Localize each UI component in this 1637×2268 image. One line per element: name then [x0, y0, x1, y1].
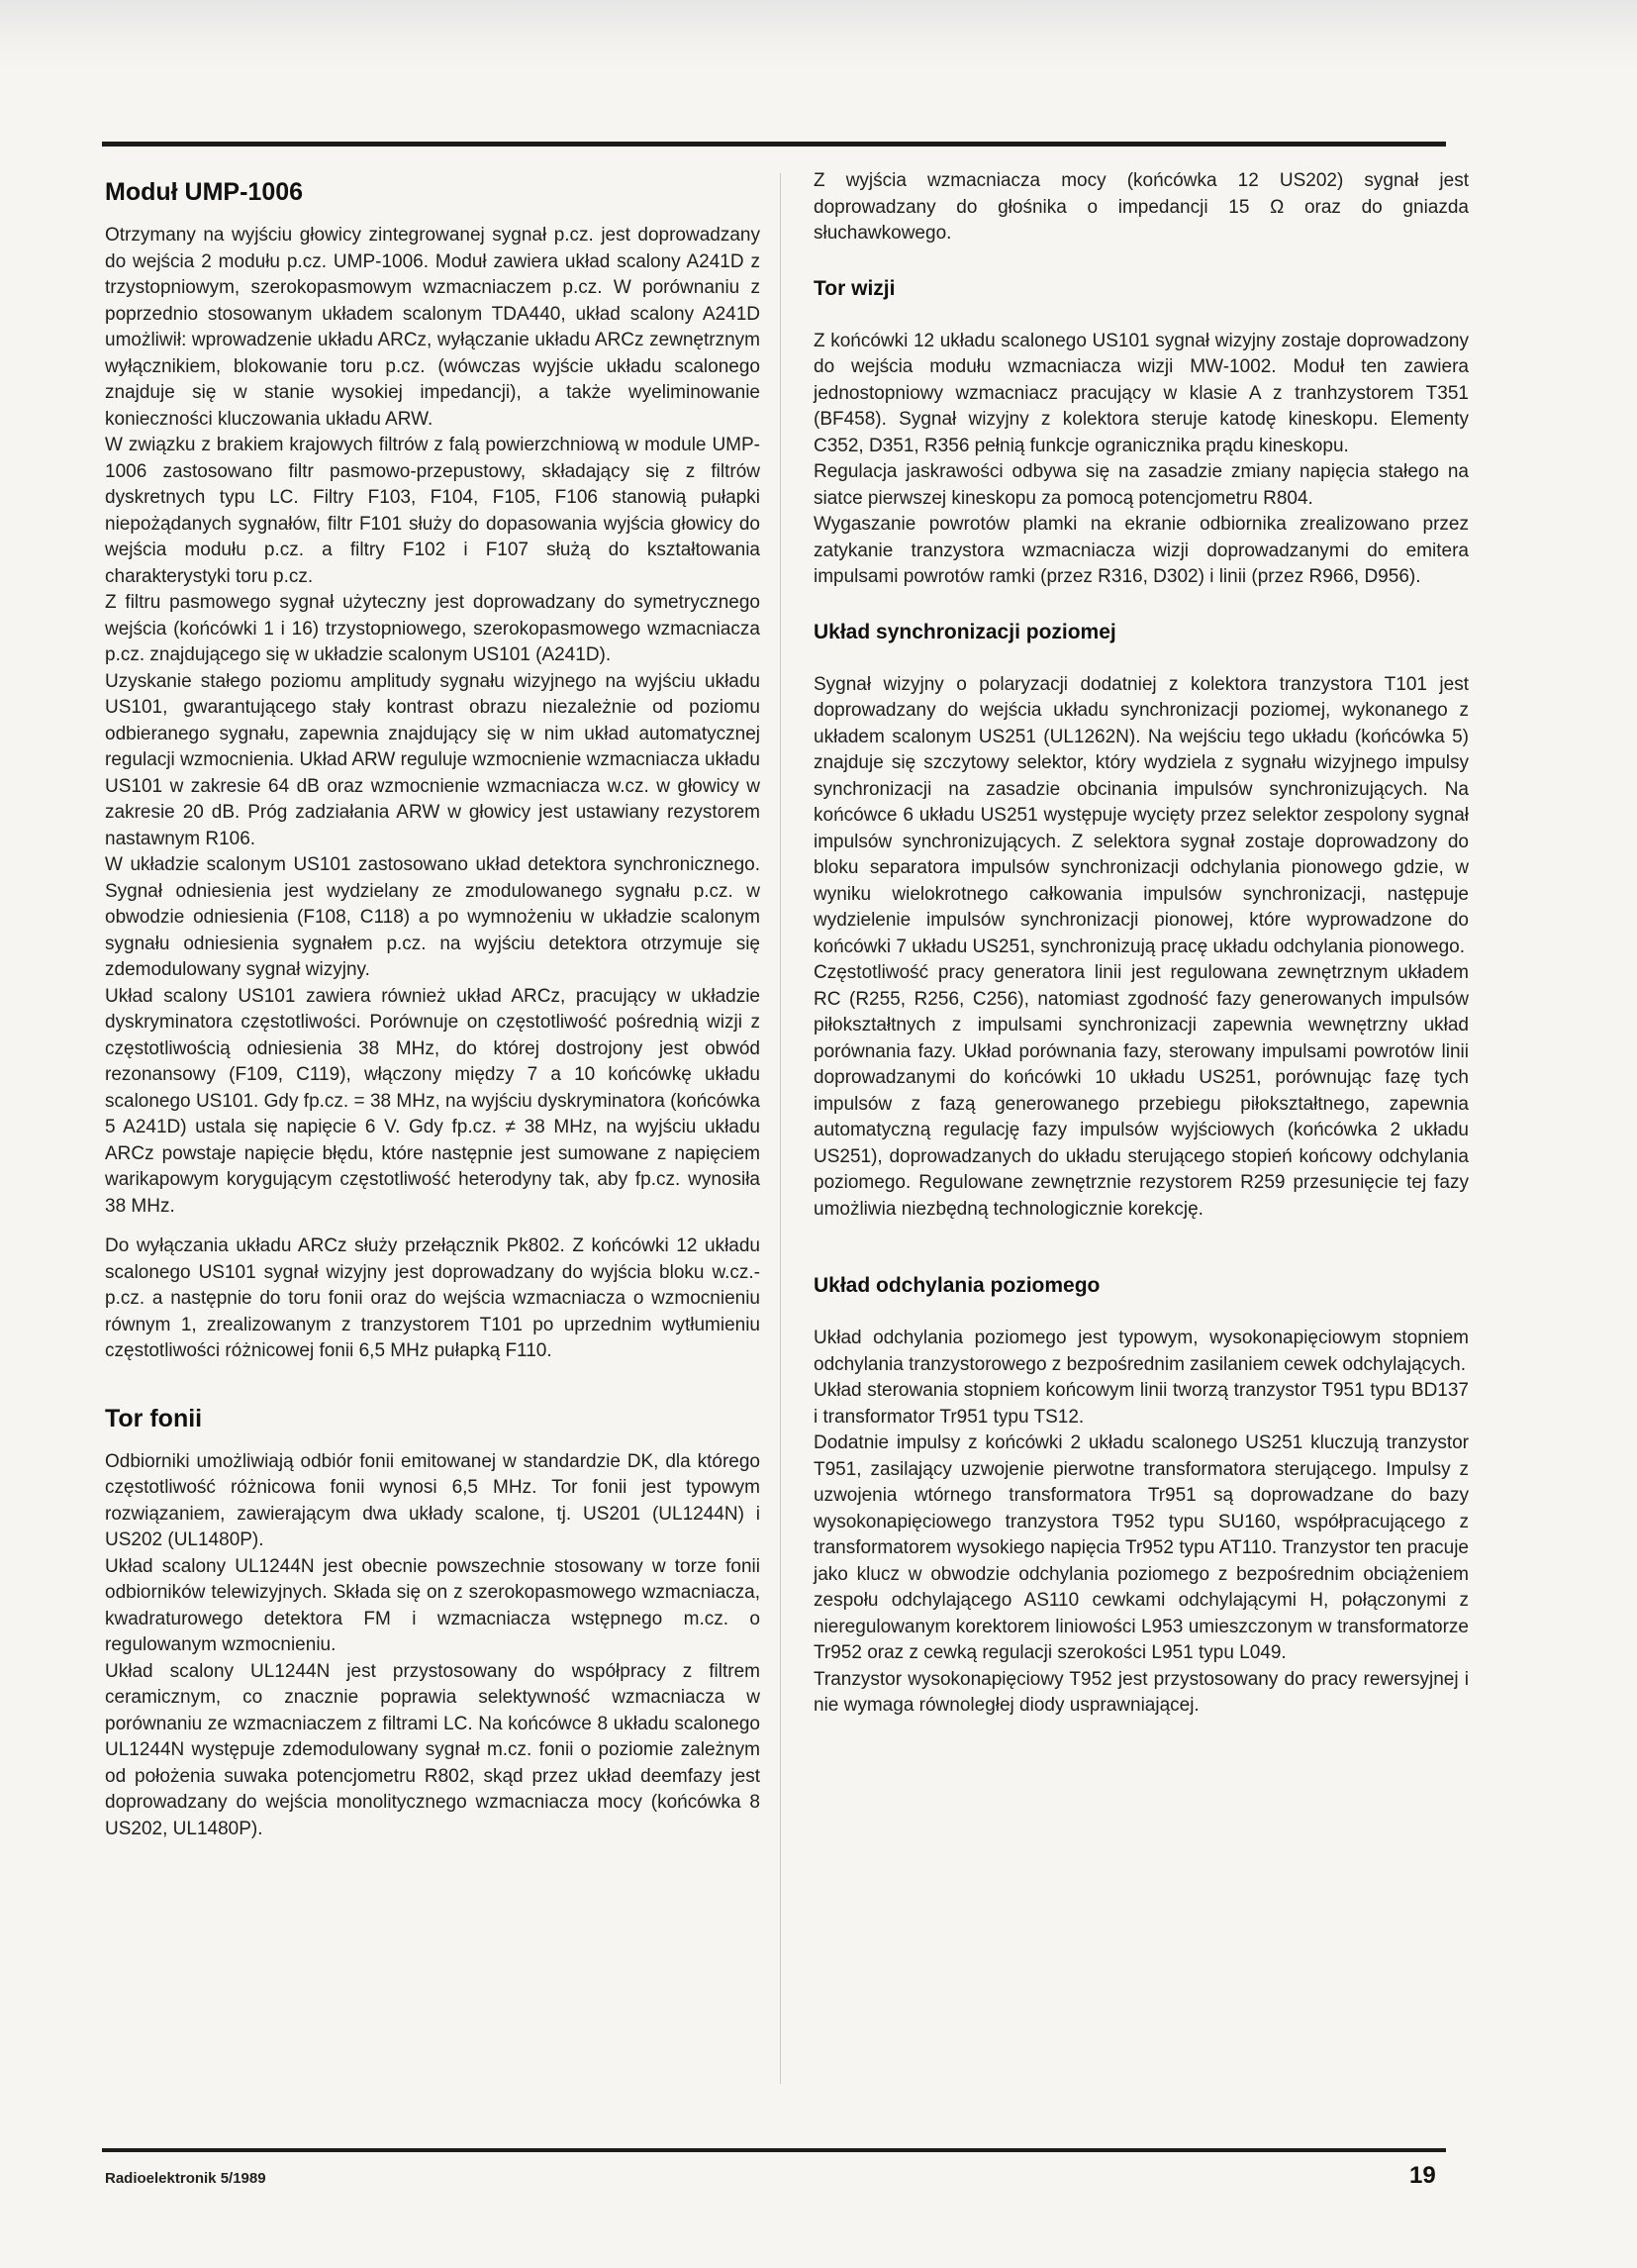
paragraph: Sygnał wizyjny o polaryzacji dodatniej z kolektora tranzystora T101 jest doprowadzany do wejścia układu synchronizacji poziomej, wykonanego z układem scalonym US251 (UL1262N). Na wejściu tego układu (końcówka 5) znajduje się szczytowy selektor, który wydziela z sygnału wizyjnego impulsy synchronizacji na zasadzie obcinania impulsów synchronizujących. Na końcówce 6 układu US251 występuje wycięty przez selektor zespolony sygnał impulsów synchronizujących. Z selektora sygnał zostaje doprowadzony do bloku separatora impulsów synchronizacji odchylania pionowego gdzie, w wyniku wielokrotnego całkowania impulsów synchronizacji, następuje wydzielenie impulsów synchronizacji pionowej, które wyprowadzone do końcówki 7 układu US251, synchronizują pracę układu odchylania pionowego.	[814, 673, 1469, 957]
bottom-rule	[102, 2148, 1446, 2152]
paragraph: Regulacja jaskrawości odbywa się na zasadzie zmiany napięcia stałego na siatce pierwszej kineskopu za pomocą potencjometru R804.	[814, 461, 1469, 509]
paragraph: Wygaszanie powrotów plamki na ekranie odbiornika zrealizowano przez zatykanie tranzystora wzmacniacza wizji doprowadzanymi do emitera impulsami powrotów ramki (przez R316, D302) i linii (przez R966, D956).	[814, 514, 1469, 587]
paragraph: Układ odchylania poziomego jest typowym, wysokonapięciowym stopniem odchylania tranzystorowego z bezpośrednim zasilaniem cewek odchylających.	[814, 1328, 1469, 1375]
section-synchronizacja	[814, 621, 1469, 1224]
paragraph: Układ sterowania stopniem końcowym linii tworzą tranzystor T951 typu BD137 i transformator Tr951 typu TS12.	[814, 1380, 1469, 1428]
right-column	[814, 168, 1469, 1720]
column-divider	[780, 173, 781, 2084]
paragraph: Częstotliwość pracy generatora linii jest regulowana zewnętrznym układem RC (R255, R256, C256), natomiast zgodność fazy generowanych impulsów piłokształtnych z impulsami synchronizacji zapewnia wewnętrzny układ porównania fazy. Układ porównania fazy, sterowany impulsami powrotów linii doprowadzanymi do końcówki 10 układu US251, porównując fazę tych impulsów z fazą generowanego przebiegu piłokształtnego, zapewnia automatyczną regulację fazy impulsów wyjściowych (końcówka 2 układu US251), doprowadzanych do układu sterującego stopień końcowy odchylania poziomego. Regulowane zewnętrznie rezystorem R259 przesunięcie tej fazy umożliwia niezbędną technologicznie korekcję.	[814, 962, 1469, 1220]
section-title-tor-wizji: Tor wizji	[814, 276, 896, 300]
paragraph: Układ scalony US101 zawiera również układ ARCz, pracujący w układzie dyskryminatora częstotliwości. Porównuje on częstotliwość pośrednią wizji z częstotliwością odniesienia 38 MHz, do której dostrojony jest obwód rezonansowy (F109, C119), włączony między 7 a 10 końcówkę układu scalonego US101. Gdy fp.cz. = 38 MHz, na wyjściu dyskryminatora (końcówka 5 A241D) ustala się napięcie 6 V. Gdy fp.cz. ≠ 38 MHz, na wyjściu układu ARCz powstaje napięcie błędu, które następnie jest sumowane z napięciem warikapowym korygującym częstotliwość heterodyny tak, aby fp.cz. wynosiła 38 MHz.	[105, 985, 760, 1217]
page-number: 19	[1409, 2162, 1436, 2189]
section-intro	[814, 168, 1469, 247]
section-title-odchylanie: Układ odchylania poziomego	[814, 1274, 1101, 1297]
paragraph: Z końcówki 12 układu scalonego US101 sygnał wizyjny zostaje doprowadzony do wejścia modułu wzmacniacza wizji MW-1002. Moduł ten zawiera jednostopniowy wzmacniacz pracujący w klasie A z tranhzystorem T351 (BF458). Sygnał wizyjny z kolektora steruje katodę kineskopu. Elementy C352, D351, R356 pełnią funkcje ogranicznika prądu kineskopu.	[814, 330, 1469, 456]
left-column	[105, 168, 760, 1842]
paragraph: Z wyjścia wzmacniacza mocy (końcówka 12 US202) sygnał jest doprowadzany do głośnika o impedancji 15 Ω oraz do gniazda słuchawkowego.	[814, 170, 1469, 244]
paragraph: Układ scalony UL1244N jest przystosowany do współpracy z filtrem ceramicznym, co znacznie poprawia selektywność wzmacniacza w porównaniu ze wzmacniaczem z filtrami LC. Na końcówce 8 układu scalonego UL1244N występuje zdemodulowany sygnał m.cz. fonii o poziomie zależnym od położenia suwaka potencjometru R802, skąd przez układ deemfazy jest doprowadzany do wejścia monolitycznego wzmacniacza mocy (końcówka 8 US202, UL1480P).	[105, 1660, 760, 1839]
paragraph: W układzie scalonym US101 zastosowano układ detektora synchronicznego. Sygnał odniesienia jest wydzielany ze zmodulowanego sygnału p.cz. w obwodzie odniesienia (F108, C118) a po wymnożeniu w układzie scalonym sygnału odniesienia sygnałem p.cz. na wyjściu detektora otrzymuje się zdemodulowany sygnał wizyjny.	[105, 854, 760, 980]
section-modul-ump	[105, 178, 760, 1365]
section-tor-fonii	[105, 1405, 760, 1843]
scan-edge-shading	[0, 0, 1637, 69]
section-tor-wizji	[814, 277, 1469, 591]
paragraph: W związku z brakiem krajowych filtrów z falą powierzchniową w module UMP-1006 zastosowano filtr pasmowo-przepustowy, składający się z filtrów dyskretnych typu LC. Filtry F103, F104, F105, F106 stanowią pułapki niepożądanych sygnałów, filtr F101 służy do dopasowania wyjścia głowicy do wejścia modułu p.cz. a filtry F102 i F107 służą do kształtowania charakterystyki toru p.cz.	[105, 435, 760, 587]
paragraph: Do wyłączania układu ARCz służy przełącznik Pk802. Z końcówki 12 układu scalonego US101 sygnał wizyjny jest doprowadzany do wyjścia bloku w.cz.-p.cz. a następnie do toru fonii oraz do wejścia wzmacniacza o wzmocnieniu równym 1, zrealizowanym z tranzystorem T101 po uprzednim wytłumieniu częstotliwości różnicowej fonii 6,5 MHz pułapką F110.	[105, 1235, 760, 1361]
section-title-synchronizacja: Układ synchronizacji poziomej	[814, 620, 1116, 643]
top-rule	[102, 142, 1446, 147]
section-title-modul: Moduł UMP-1006	[105, 178, 304, 206]
paragraph: Dodatnie impulsy z końcówki 2 układu scalonego US251 kluczują tranzystor T951, zasilający uzwojenie pierwotne transformatora sterującego. Impulsy z uzwojenia wtórnego transformatora Tr951 są doprowadzane do bazy wysokonapięciowego tranzystora T952 typu SU160, współpracującego z transformatorem wysokiego napięcia Tr952 typu AT110. Tranzystor ten pracuje jako klucz w obwodzie odchylania poziomego z bezpośrednim obciążeniem zespołu odchylającego AS110 cewkami odchylającymi H, połączonymi z nieregulowanym korektorem liniowości L953 umieszczonym w transformatorze Tr952 oraz z cewką regulacji szerokości L951 typu L049.	[814, 1432, 1469, 1663]
paragraph: Z filtru pasmowego sygnał użyteczny jest doprowadzany do symetrycznego wejścia (końcówki 1 i 16) trzystopniowego, szerokopasmowego wzmacniacza p.cz. znajdującego się w układzie scalonym US101 (A241D).	[105, 592, 760, 665]
paragraph: Uzyskanie stałego poziomu amplitudy sygnału wizyjnego na wyjściu układu US101, gwarantującego stały kontrast obrazu niezależnie od poziomu odbieranego sygnału, zapewnia znajdujący się w nim układ automatycznej regulacji wzmocnienia. Układ ARW reguluje wzmocnienie wzmacniacza układu US101 w zakresie 64 dB oraz wzmocnienie wzmacniacza w.cz. w głowicy w zakresie 20 dB. Próg zadziałania ARW w głowicy jest ustawiany rezystorem nastawnym R106.	[105, 670, 760, 849]
paragraph: Układ scalony UL1244N jest obecnie powszechnie stosowany w torze fonii odbiorników telewizyjnych. Składa się on z szerokopasmowego wzmacniacza, kwadraturowego detektora FM i wzmacniacza wstępnego m.cz. o regulowanym wzmocnieniu.	[105, 1555, 760, 1655]
section-odchylanie	[814, 1274, 1469, 1720]
paragraph: Otrzymany na wyjściu głowicy zintegrowanej sygnał p.cz. jest doprowadzany do wejścia 2 modułu p.cz. UMP-1006. Moduł zawiera układ scalony A241D z trzystopniowym, szerokopasmowym wzmacniaczem p.cz. W porównaniu z poprzednio stosowanym układem scalonym TDA440, układ scalony A241D umożliwił: wprowadzenie układu ARCz, wyłączanie układu ARCz zewnętrznym wyłącznikiem, blokowanie toru p.cz. (wówczas wyjście układu scalonego znajduje się w stanie wysokiej impedancji), a także wyeliminowanie konieczności kluczowania układu ARW.	[105, 225, 760, 430]
paragraph: Tranzystor wysokonapięciowy T952 jest przystosowany do pracy rewersyjnej i nie wymaga równoległej diody usprawniającej.	[814, 1668, 1469, 1716]
paragraph: Odbiorniki umożliwiają odbiór fonii emitowanej w standardzie DK, dla którego częstotliwość różnicowa fonii wynosi 6,5 MHz. Tor fonii jest typowym rozwiązaniem, zawierającym dwa układy scalone, tj. US201 (UL1244N) i US202 (UL1480P).	[105, 1450, 760, 1550]
section-title-tor-fonii: Tor fonii	[105, 1404, 203, 1432]
journal-footer: Radioelektronik 5/1989	[105, 2170, 266, 2187]
